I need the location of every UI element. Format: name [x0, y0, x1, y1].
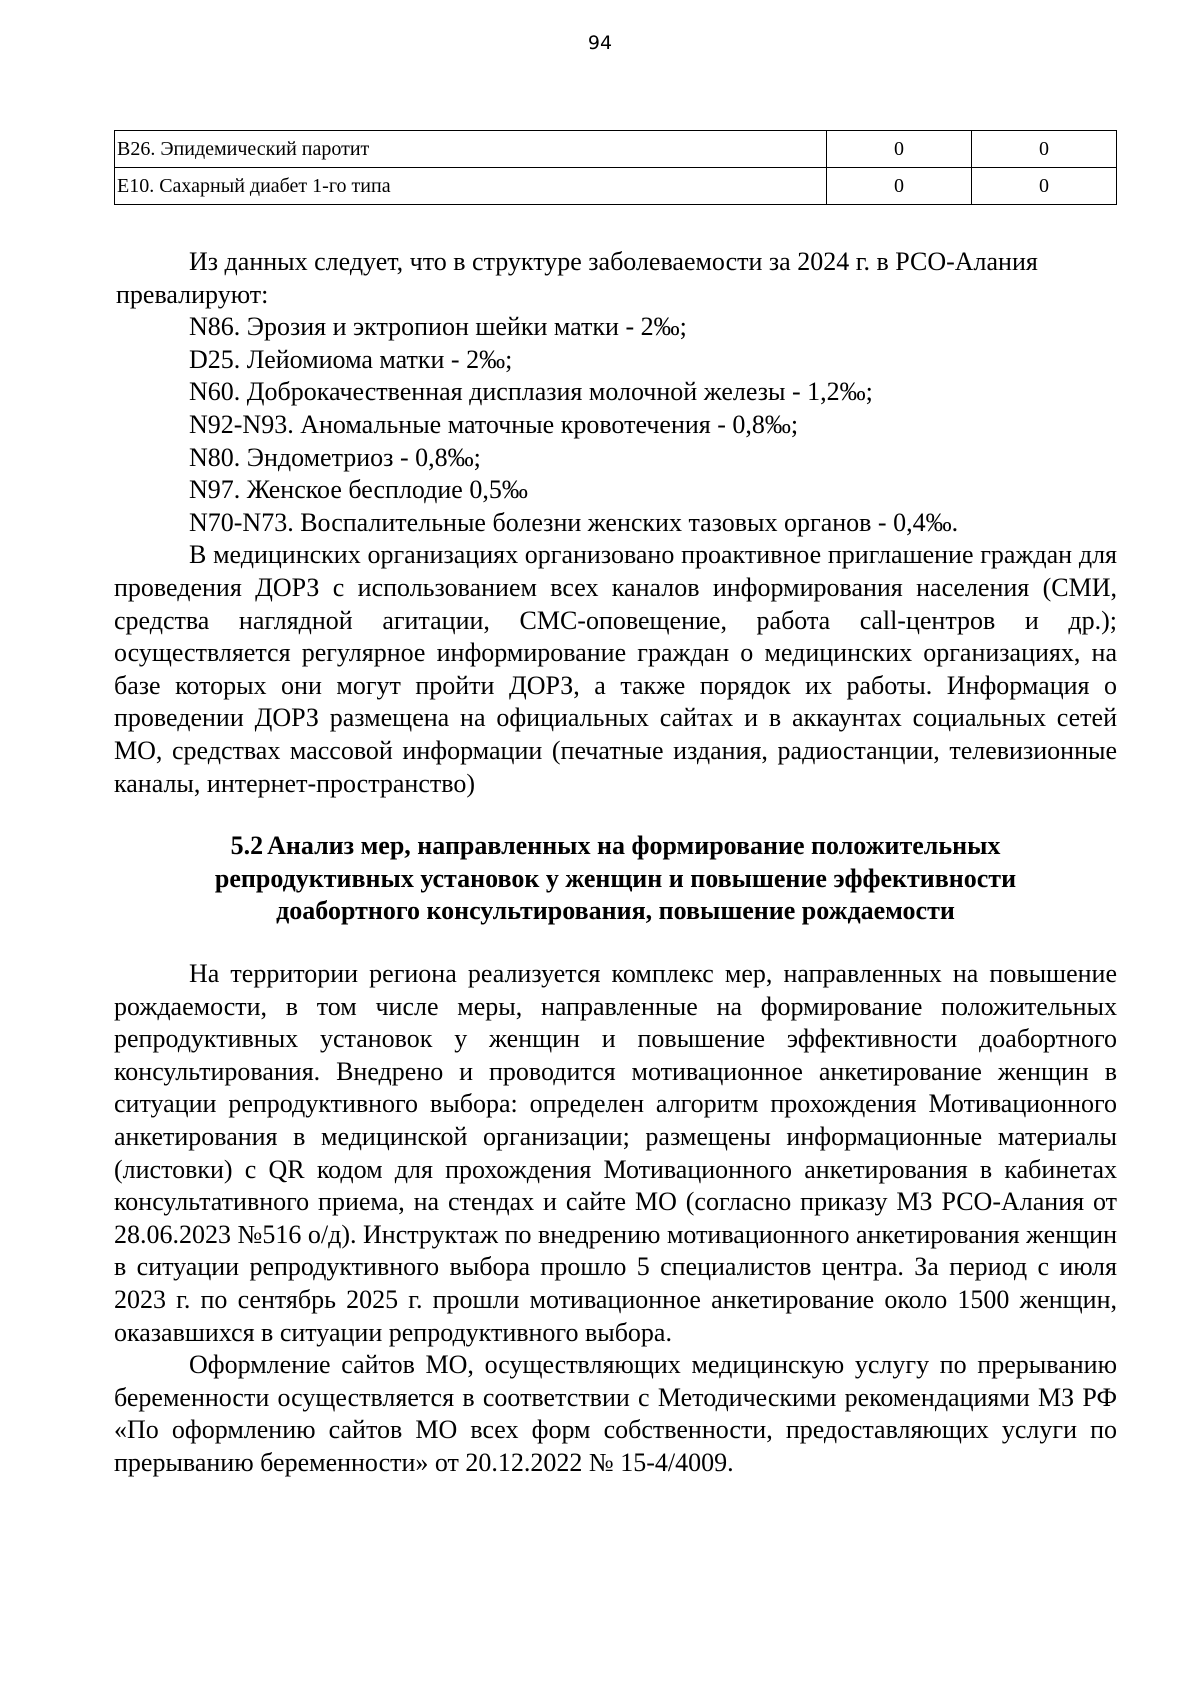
body-block — [114, 958, 1117, 1480]
list-item: N70-N73. Воспалительные болезни женских тазовых органов - 0,4‰. — [189, 507, 959, 537]
intro-line: Из данных следует, что в структуре заболеваемости за 2024 г. в РСО-Алания — [189, 247, 1038, 276]
intro-line: превалируют: — [116, 279, 269, 309]
table-cell-name: Е10. Сахарный диабет 1-го типа — [115, 168, 827, 205]
table-cell-name: В26. Эпидемический паротит — [115, 131, 827, 168]
section-title-line: доабортного консультирования, повышение рождаемости — [276, 896, 955, 926]
table-cell-value: 0 — [972, 131, 1117, 168]
table-cell-value: 0 — [972, 168, 1117, 205]
list-item: N92-N93. Аномальные маточные кровотечения - 0,8‰; — [189, 409, 799, 439]
list-item: D25. Лейомиома матки - 2‰; — [189, 344, 513, 374]
section-number: 5.2 — [230, 831, 264, 860]
disease-table — [114, 130, 1117, 205]
table-cell-value: 0 — [827, 168, 972, 205]
page-number: 94 — [587, 32, 613, 54]
list-item: N97. Женское бесплодие 0,5‰ — [189, 475, 528, 505]
table-cell-value: 0 — [827, 131, 972, 168]
list-item: N80. Эндометриоз - 0,8‰; — [189, 442, 481, 472]
list-item: N60. Доброкачественная дисплазия молочной железы - 1,2‰; — [189, 377, 873, 407]
section-heading — [114, 830, 1117, 928]
table-row — [115, 131, 1117, 168]
paragraph-measures: На территории региона реализуется комплекс мер, направленных на повышение рождаемости, в том числе меры, направленные на формирование положительных репродуктивных установок у женщин и повышение эффективности доабортного консультирования. Внедрено и проводится мотивационное анкетирование женщин в ситуации репродуктивного выбора: определен алгоритм прохождения Мотивационного анкетирования в медицинской организации; размещены информационные материалы (листовки) с QR кодом для прохождения Мотивационного анкетирования в кабинетах консультативного приема, на стендах и сайте МО (согласно приказу МЗ РСО-Алания от 28.06.2023 №516 о/д). Инструктаж по внедрению мотивационного анкетирования женщин в ситуации репродуктивного выбора прошло 5 специалистов центра. За период с июля 2023 г. по сентябрь 2025 г. прошли мотивационное анкетирование около 1500 женщин, оказавшихся в ситуации репродуктивного выбора. — [114, 959, 1117, 1347]
paragraph-sites: Оформление сайтов МО, осуществляющих медицинскую услугу по прерыванию беременности осуществляется в соответствии с Методическими рекомендациями МЗ РФ «По оформлению сайтов МО всех форм собственности, предоставляющих услуги по прерыванию беременности» от 20.12.2022 № 15-4/4009. — [114, 1350, 1117, 1477]
section-title-line: репродуктивных установок у женщин и повышение эффективности — [214, 863, 1017, 893]
table-row — [115, 168, 1117, 205]
paragraph-dorz: В медицинских организациях организовано проактивное приглашение граждан для проведения ДОРЗ с использованием всех каналов информирования населения (СМИ, средства наглядной агитации, СМС-оповещение, работа call-центров и др.); осуществляется регулярное информирование граждан о медицинских организациях, на базе которых они могут пройти ДОРЗ, а также порядок их работы. Информация о проведении ДОРЗ размещена на официальных сайтах и в аккаунтах социальных сетей МО, средствах массовой информации (печатные издания, радиостанции, телевизионные каналы, интернет-пространство) — [114, 540, 1117, 798]
list-item: N86. Эрозия и эктропион шейки матки - 2‰; — [189, 312, 687, 342]
section-title-line: Анализ мер, направленных на формирование положительных — [267, 831, 1001, 860]
intro-block — [114, 246, 1117, 800]
